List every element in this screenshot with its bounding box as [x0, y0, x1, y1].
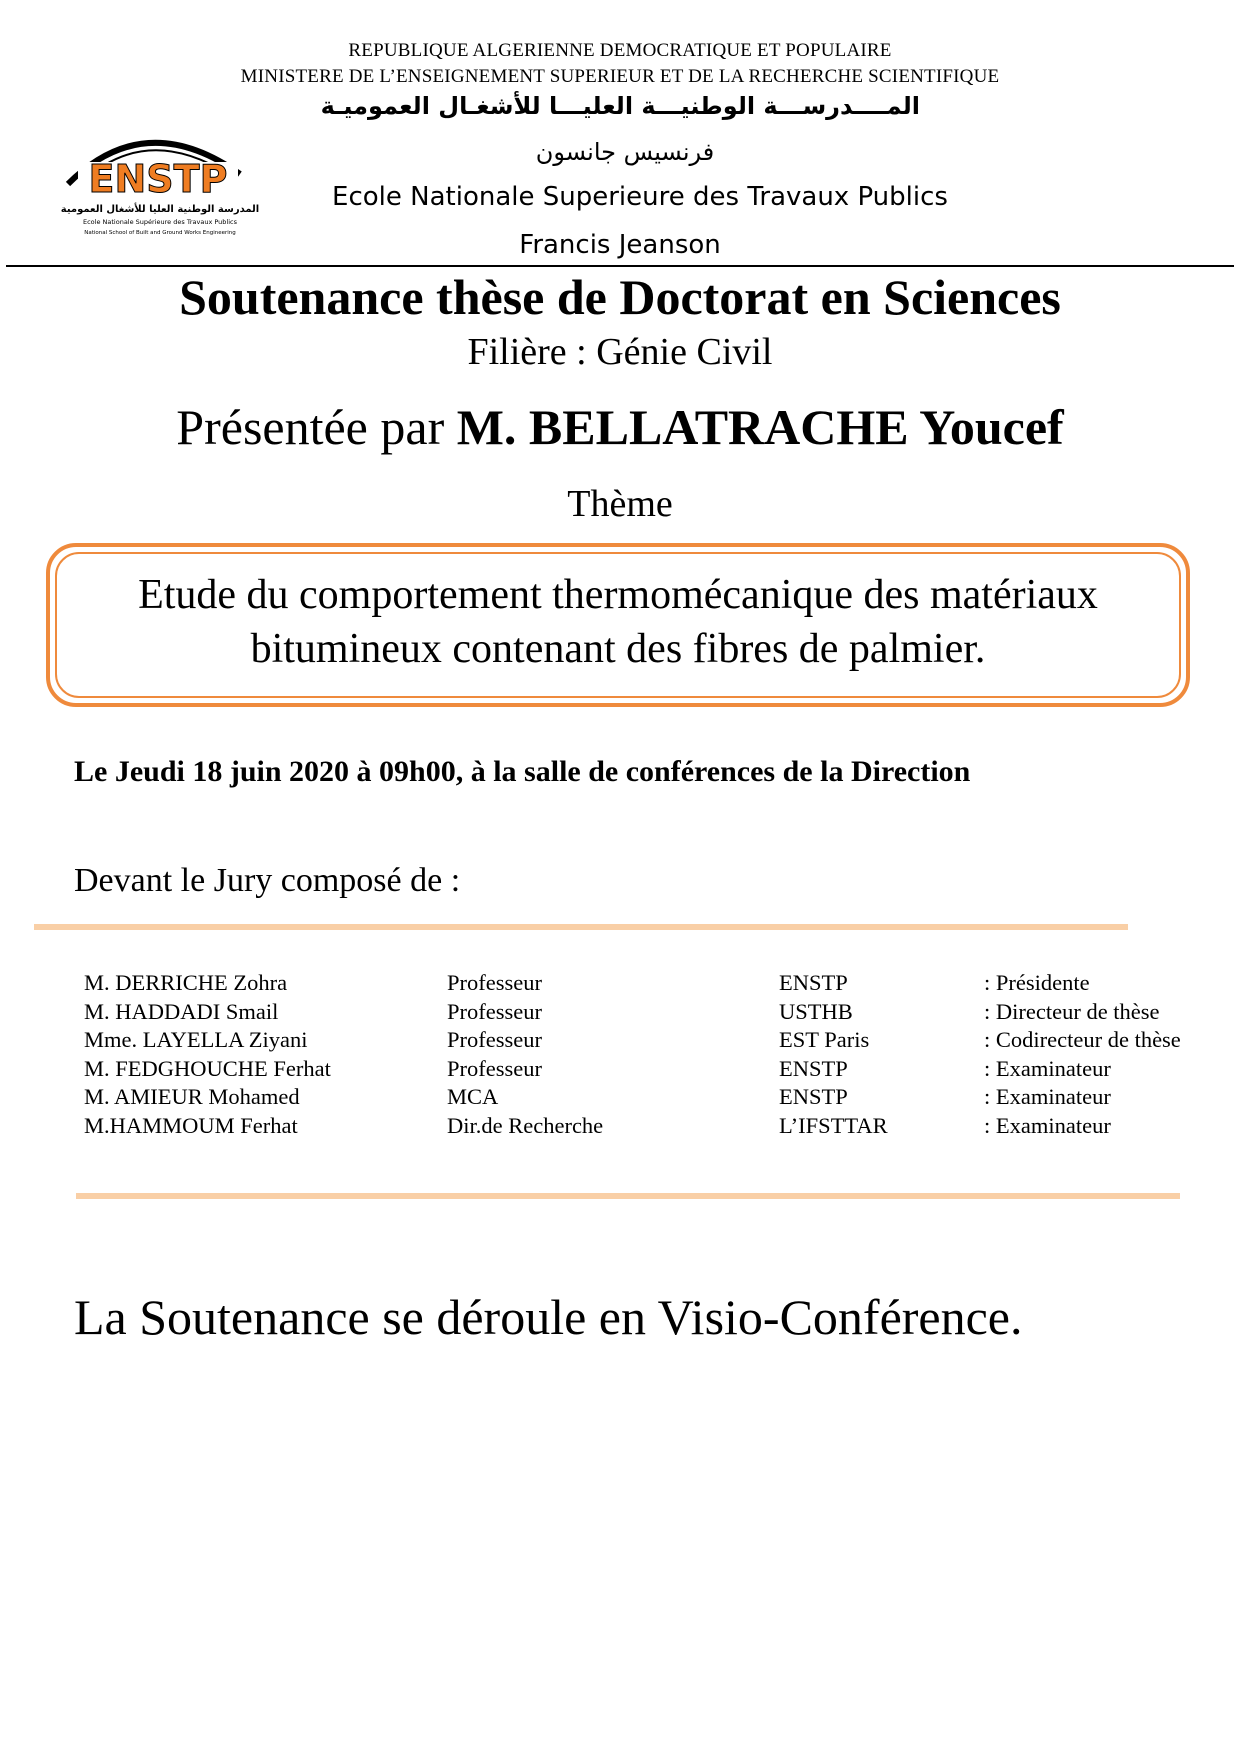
- jury-member-grade: Professeur: [447, 970, 542, 995]
- theme-label: Thème: [567, 483, 673, 525]
- jury-member-institution: ENSTP: [779, 970, 848, 995]
- jury-row: [84, 1084, 1234, 1113]
- ministry-header: MINISTERE DE L’ENSEIGNEMENT SUPERIEUR ET DE LA RECHERCHE SCIENTIFIQUE: [240, 66, 1000, 87]
- jury-member-grade: Professeur: [447, 1027, 542, 1052]
- jury-list: [84, 970, 1234, 1141]
- theme-title-line-2: bitumineux contenant des fibres de palmier.: [250, 626, 986, 672]
- jury-member-grade: MCA: [447, 1084, 499, 1109]
- jury-member-institution: ENSTP: [779, 1084, 848, 1109]
- jury-member-grade: Professeur: [447, 998, 542, 1024]
- videoconference-note: La Soutenance se déroule en Visio-Conférence.: [74, 1289, 1023, 1345]
- jury-intro: Devant le Jury composé de :: [74, 862, 461, 899]
- jury-member-name: M. DERRICHE Zohra: [84, 970, 288, 995]
- jury-row: [84, 1027, 1234, 1056]
- school-name-arabic: المــــدرســـة الوطنيـــة العليـــا للأشغـال العموميـة: [320, 92, 920, 120]
- presenter-line: [0, 398, 1240, 456]
- jury-member-name: Mme. LAYELLA Ziyani: [84, 1027, 308, 1052]
- jury-member-role: : Examinateur: [984, 1055, 1111, 1081]
- header-divider: [6, 265, 1234, 267]
- theme-title-line-1: Etude du comportement thermomécanique des matériaux: [138, 572, 1098, 618]
- field-of-study: Filière : Génie Civil: [467, 331, 773, 373]
- republic-header: REPUBLIQUE ALGERIENNE DEMOCRATIQUE ET POPULAIRE: [348, 40, 892, 61]
- school-patron-arabic: فرنسيس جانسون: [535, 138, 715, 166]
- jury-row: [84, 1113, 1234, 1142]
- defense-date-location: Le Jeudi 18 juin 2020 à 09h00, à la salle de conférences de la Direction: [74, 755, 971, 788]
- jury-member-role: : Codirecteur de thèse: [984, 1027, 1181, 1052]
- jury-member-grade: Professeur: [447, 1055, 542, 1081]
- jury-member-name: M. FEDGHOUCHE Ferhat: [84, 1055, 331, 1081]
- jury-row: [84, 970, 1234, 999]
- jury-member-name: M.HAMMOUM Ferhat: [84, 1112, 298, 1138]
- jury-member-name: M. AMIEUR Mohamed: [84, 1084, 300, 1109]
- jury-member-institution: L’IFSTTAR: [779, 1112, 888, 1138]
- jury-top-divider: [34, 924, 1128, 930]
- jury-row: [84, 1056, 1234, 1085]
- jury-row: [84, 999, 1234, 1028]
- jury-member-role: : Directeur de thèse: [984, 998, 1160, 1024]
- school-name-french: Ecole Nationale Superieure des Travaux Publics: [332, 182, 948, 212]
- document-title: Soutenance thèse de Doctorat en Sciences: [179, 269, 1061, 325]
- jury-member-institution: USTHB: [779, 998, 853, 1024]
- logo-subtitle-en: National School of Built and Ground Works Engineering: [84, 230, 236, 236]
- school-patron-french: Francis Jeanson: [519, 230, 721, 260]
- jury-member-role: : Présidente: [984, 970, 1090, 995]
- jury-member-grade: Dir.de Recherche: [447, 1112, 604, 1138]
- jury-member-institution: ENSTP: [779, 1055, 848, 1081]
- jury-member-role: : Examinateur: [984, 1112, 1111, 1138]
- enstp-logo: [40, 112, 270, 242]
- presenter-name: M. BELLATRACHE Youcef: [456, 399, 1064, 455]
- presenter-prefix: Présentée par: [176, 399, 457, 455]
- jury-member-name: M. HADDADI Smail: [84, 998, 279, 1024]
- logo-subtitle-fr: Ecole Nationale Supérieure des Travaux Publics: [83, 218, 237, 226]
- logo-arabic: المدرسة الوطنية العليا للأشغال العمومية: [60, 204, 260, 215]
- jury-member-role: : Examinateur: [984, 1084, 1111, 1109]
- jury-bottom-divider: [76, 1193, 1180, 1199]
- theme-title: [46, 568, 1190, 676]
- jury-member-institution: EST Paris: [779, 1027, 870, 1052]
- logo-text: ENSTP: [88, 157, 228, 201]
